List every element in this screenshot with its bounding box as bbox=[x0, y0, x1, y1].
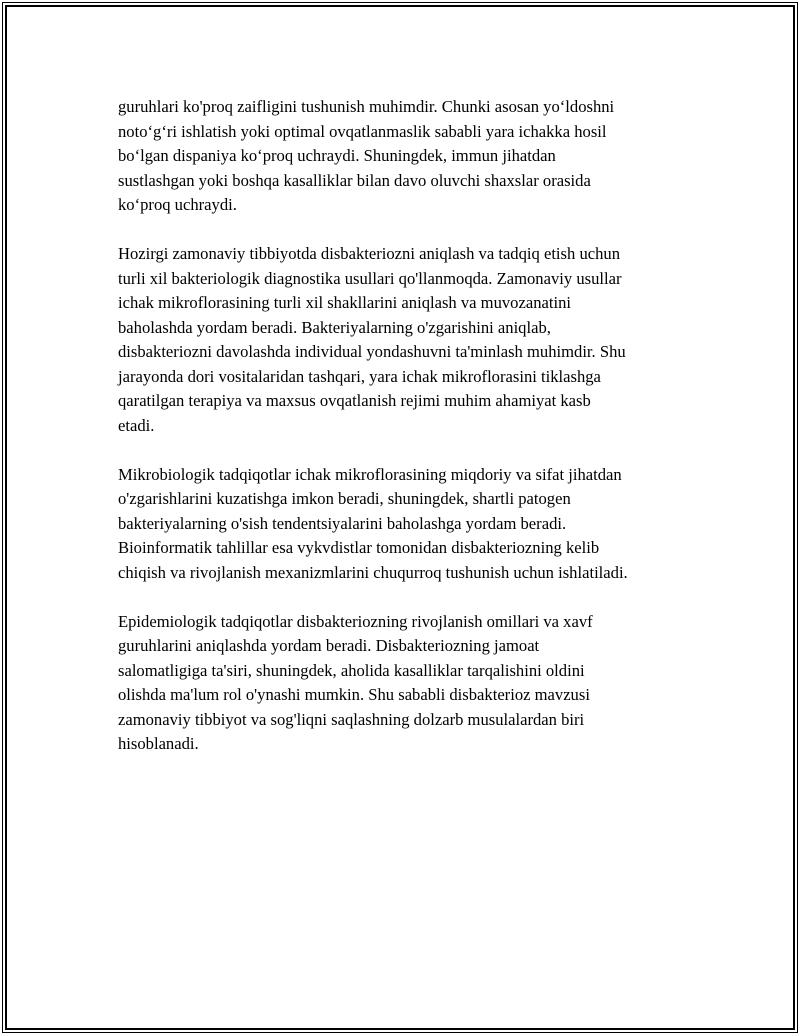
paragraph-3: Mikrobiologik tadqiqotlar ichak mikroflorasining miqdoriy va sifat jihatdan o'zgarishlarini kuzatishga imkon beradi, shuningdek, shartli patogen bakteriyalarning o'sish tendentsiyalarini baholashga yordam beradi. Bioinformatik tahlillar esa vykvdistlar tomonidan disbakteriozning kelib chiqish va rivojlanish mexanizmlarini chuqurroq tushunish uchun ishlatiladi. bbox=[118, 464, 628, 582]
document-body bbox=[118, 95, 698, 781]
paragraph-4: Epidemiologik tadqiqotlar disbakteriozning rivojlanish omillari va xavf guruhlarini aniqlashda yordam beradi. Disbakteriozning jamoat salomatligiga ta'siri, shuningdek, aholida kasalliklar tarqalishini oldini olishda ma'lum rol o'ynashi mumkin. Shu sababli disbakterioz mavzusi zamonaviy tibbiyot va sog'liqni saqlashning dolzarb musulalardan biri hisoblanadi. bbox=[118, 611, 593, 753]
paragraph-1: guruhlari ko'proq zaifligini tushunish muhimdir. Chunki asosan yo‘ldoshni noto‘g‘ri ishlatish yoki optimal ovqatlanmaslik sababli yara ichakka hosil bo‘lgan dispaniya ko‘proq uchraydi. Shuningdek, immun jihatdan sustlashgan yoki boshqa kasalliklar bilan davo oluvchi shaxslar orasida ko‘proq uchraydi. bbox=[118, 97, 615, 214]
paragraph-2: Hozirgi zamonaviy tibbiyotda disbakteriozni aniqlash va tadqiq etish uchun turli xil bakteriologik diagnostika usullari qo'llanmoqda. Zamonaviy usullar ichak mikroflorasining turli xil shakllarini aniqlash va muvozanatini baholashda yordam beradi. Bakteriyalarning o'zgarishini aniqlab, disbakteriozni davolashda individual yondashuvni ta'minlash muhimdir. Shu jarayonda dori vositalaridan tashqari, yara ichak mikroflorasini tiklashga qaratilgan terapiya va maxsus ovqatlanish rejimi muhim ahamiyat kasb etadi. bbox=[118, 244, 626, 435]
